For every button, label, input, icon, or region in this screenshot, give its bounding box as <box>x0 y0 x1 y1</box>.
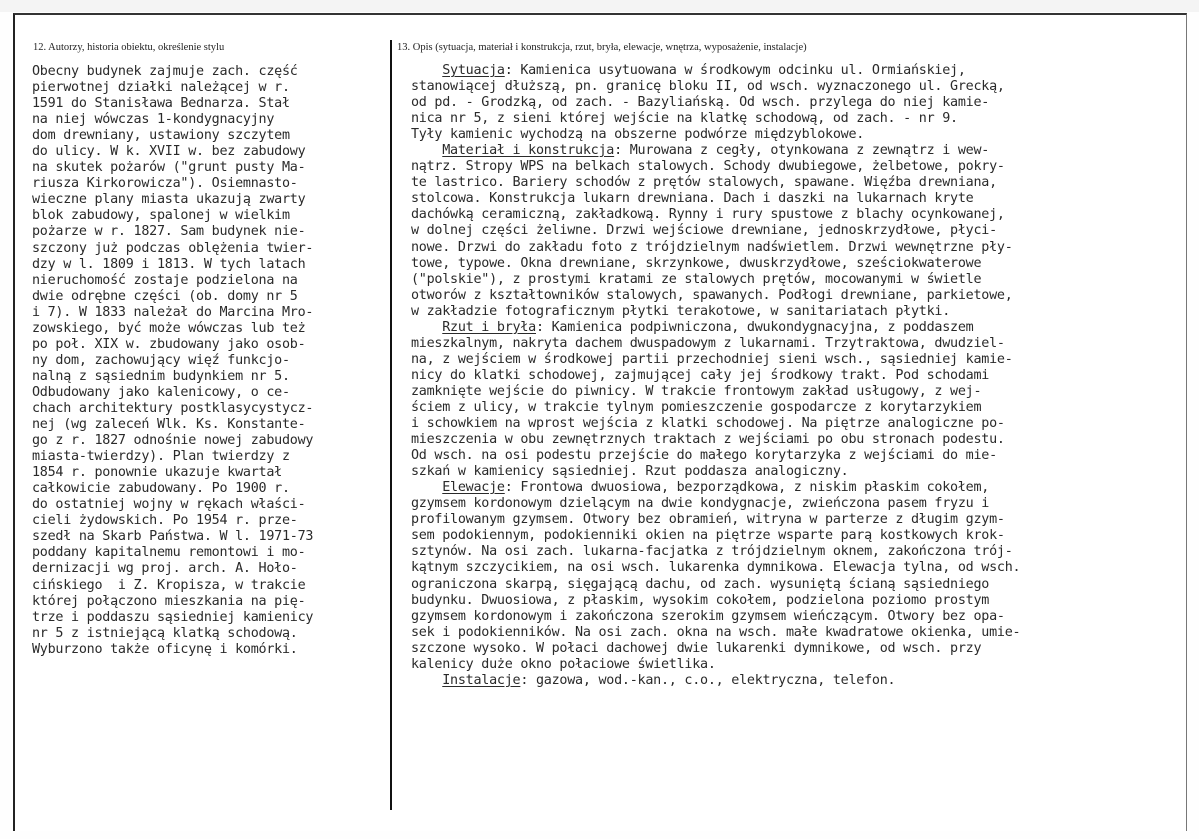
description-line <box>411 432 1020 448</box>
section-heading-line <box>411 320 1020 336</box>
line-text: : Frontowa dwuosiowa, bezporządkowa, z niskim płaskim cokołem, <box>504 480 990 496</box>
description-line <box>411 657 1020 673</box>
description-line <box>411 304 1020 320</box>
line-text: od pd. - Grodzką, od zach. - Bazyliańską. Od wsch. przylega do niej kamie- <box>411 95 990 111</box>
description-line <box>411 95 1020 111</box>
description-line <box>411 528 1020 544</box>
history-line: pierwotnej działki należącej w r. <box>32 80 290 96</box>
description-line <box>411 641 1020 657</box>
history-line: dom drewniany, ustawiony szczytem <box>32 128 290 144</box>
section-heading: Elewacje <box>442 480 505 496</box>
history-line: nieruchomość zostaje podzielona na <box>32 272 298 288</box>
description-line <box>411 175 1020 191</box>
line-text: mieszkalnym, nakryta dachem dwuspadowym z lukarnami. Trzytraktowa, dwudziel- <box>411 335 1005 351</box>
description-line <box>411 496 1020 512</box>
description-line <box>411 512 1020 528</box>
line-text: nicy do klatki schodowej, zajmującej cały jej środkowy trakt. Pod schodami <box>411 367 990 383</box>
section-heading-line <box>411 480 1020 496</box>
history-line: szedł na Skarb Państwa. W l. 1971-73 <box>32 529 314 545</box>
line-text: kątnym szczycikiem, na osi wsch. lukarenka dymnikowa. Elewacja tylna, od wsch. <box>411 560 1021 576</box>
description-line <box>411 560 1020 576</box>
description-line <box>411 352 1020 368</box>
history-line: ny dom, zachowujący więź funkcjo- <box>32 352 290 368</box>
history-line: go z r. 1827 odnośnie nowej zabudowy <box>32 433 314 449</box>
section-heading-line <box>411 143 1020 159</box>
description-line <box>411 256 1020 272</box>
line-text: nica nr 5, z sieni której wejście na klatkę schodową, od zach. - nr 9. <box>411 111 958 127</box>
description-line <box>411 625 1020 641</box>
history-line: nej (wg zaleceń Wlk. Ks. Konstante- <box>32 417 306 433</box>
description-text-column <box>411 63 1020 689</box>
history-line: 1854 r. ponownie ukazuje kwartał <box>32 465 282 481</box>
section-heading: Materiał i konstrukcja <box>442 143 615 159</box>
description-line <box>411 127 1020 143</box>
line-text: otworów z kształtowników stalowych, spawanych. Podłogi drewniane, parkietowe, <box>411 287 1013 303</box>
line-text: w zakładzie fotograficznym płytki terakotowe, w sanitariatach płytki. <box>411 303 951 319</box>
description-line <box>411 191 1020 207</box>
line-text: zamknięte wejście do piwnicy. W trakcie frontowym zakład usługowy, z wej- <box>411 383 982 399</box>
line-text: ściem z ulicy, w trakcie tylnym pomieszczenie gospodarcze z korytarzykiem <box>411 399 982 415</box>
history-line: całkowicie zabudowany. Po 1900 r. <box>32 481 290 497</box>
history-line: do ulicy. W k. XVII w. bez zabudowy <box>32 144 306 160</box>
description-line <box>411 400 1020 416</box>
description-line <box>411 448 1020 464</box>
description-line <box>411 593 1020 609</box>
history-line: miasta-twierdzy). Plan twierdzy z <box>32 449 290 465</box>
line-text: gzymsem kordonowym i zakończona szerokim gzymsem wieńczącym. Otwory bez opa- <box>411 608 1005 624</box>
line-text: szkań w kamienicy sąsiedniej. Rzut poddasza analogiczny. <box>411 464 849 480</box>
description-line <box>411 384 1020 400</box>
section-12-header: 12. Autorzy, historia obiektu, określenie stylu <box>33 42 225 53</box>
history-line: dernizacji wg proj. arch. A. Hoło- <box>32 561 298 577</box>
line-text: : Kamienica usytuowana w środkowym odcinku ul. Ormiańskiej, <box>504 63 966 78</box>
description-line <box>411 609 1020 625</box>
history-line: poddany kapitalnemu remontowi i mo- <box>32 545 306 561</box>
line-text: dachówką ceramiczną, zakładkową. Rynny i rury spustowe z blachy ocynkowanej, <box>411 207 1005 223</box>
history-line: zowskiego, być może wówczas lub też <box>32 320 306 336</box>
description-line <box>411 223 1020 239</box>
history-text-column <box>32 64 313 658</box>
history-line: po poł. XIX w. zbudowany jako osob- <box>32 336 306 352</box>
line-text: sek i podokienników. Na osi zach. okna na wsch. małe kwadratowe okienka, umie- <box>411 624 1021 640</box>
history-line: trze i poddaszu sąsiedniej kamienicy <box>32 609 314 625</box>
history-line: Wyburzono także oficynę i komórki. <box>32 641 298 657</box>
history-line: dzy w l. 1809 i 1813. W tych latach <box>32 256 306 272</box>
line-text: i schowkiem na wprost wejścia z klatki schodowej. Na piętrze analogiczne po- <box>411 416 1005 432</box>
history-line: na niej wówczas 1-kondygnacyjny <box>32 112 275 128</box>
description-line <box>411 577 1020 593</box>
history-line: cieli żydowskich. Po 1954 r. prze- <box>32 513 298 529</box>
description-line <box>411 207 1020 223</box>
line-text: szczone wysoko. W połaci dachowej dwie lukarenki dymnikowe, od wsch. przy <box>411 640 982 656</box>
section-heading-line <box>411 673 1020 689</box>
section-13-header: 13. Opis (sytuacja, materiał i konstrukcja, rzut, bryła, elewacje, wnętrza, wyposażenie, instalacje) <box>397 42 807 53</box>
line-text: : Murowana z cegły, otynkowana z zewnątrz i wew- <box>614 143 990 159</box>
history-line: riusza Kirkorowicza"). Osiemnasto- <box>32 176 298 192</box>
history-line: której połączono mieszkania na pię- <box>32 593 306 609</box>
line-text: sem podokiennym, podokienniki okien na piętrze wsparte parą kostkowych krok- <box>411 528 1005 544</box>
line-text: gzymsem kordonowym dzielącym na dwie kondygnacje, zwieńczona pasem fryzu i <box>411 496 990 512</box>
description-line <box>411 240 1020 256</box>
line-text: profilowanym gzymsem. Otwory bez obramień, witryna w parterze z długim gzym- <box>411 512 1005 528</box>
description-line <box>411 288 1020 304</box>
history-line: nr 5 z istniejącą klatką schodową. <box>32 625 298 641</box>
history-line: cińskiego i Z. Kropisza, w trakcie <box>32 577 306 593</box>
history-line: i 7). W 1833 należał do Marcina Mro- <box>32 304 314 320</box>
description-line <box>411 159 1020 175</box>
history-line: 1591 do Stanisława Bednarza. Stał <box>32 96 290 112</box>
line-text: nątrz. Stropy WPS na belkach stalowych. Schody dwubiegowe, żelbetowe, pokry- <box>411 159 1005 175</box>
history-line: do ostatniej wojny w rękach właści- <box>32 497 306 513</box>
line-text: ("polskie"), z prostymi kratami ze stalowych prętów, mocowanymi w świetle <box>411 271 982 287</box>
history-line: pożarze w r. 1827. Sam budynek nie- <box>32 224 306 240</box>
line-text: : Kamienica podpiwniczona, dwukondygnacyjna, z poddaszem <box>536 319 974 335</box>
line-text: towe, typowe. Okna drewniane, skrzynkowe, dwuskrzydłowe, sześciokwaterowe <box>411 255 982 271</box>
section-heading: Rzut i bryła <box>442 319 536 335</box>
line-text: kalenicy duże okno połaciowe świetlika. <box>411 656 716 672</box>
line-text: w dolnej części żeliwne. Drzwi wejściowe drewniane, jednoskrzydłowe, płyci- <box>411 223 997 239</box>
history-line: wieczne plany miasta ukazują zwarty <box>32 192 306 208</box>
line-text: te lastrico. Bariery schodów z prętów stalowych, spawane. Więźba drewniana, <box>411 175 997 191</box>
line-text: ograniczona skarpą, sięgającą dachu, od zach. wysuniętą ścianą sąsiedniego <box>411 576 990 592</box>
history-line: Odbudowany jako kalenicowy, o ce- <box>32 384 290 400</box>
history-line: nalną z sąsiednim budynkiem nr 5. <box>32 368 290 384</box>
line-text: stanowiącej dłuższą, pn. granicę bloku II, od wsch. wyznaczonego ul. Grecką, <box>411 79 1005 95</box>
line-text: sztynów. Na osi zach. lukarna-facjatka z trójdzielnym oknem, zakończona trój- <box>411 544 1013 560</box>
history-line: blok zabudowy, spalonej w wielkim <box>32 208 290 224</box>
section-heading: Sytuacja <box>442 63 505 78</box>
line-text: : gazowa, wod.-kan., c.o., elektryczna, telefon. <box>520 672 896 688</box>
line-text: stolcowa. Konstrukcja lukarn drewniana. Dach i daszki na lukarnach kryte <box>411 191 974 207</box>
column-divider <box>390 40 392 810</box>
description-line <box>411 272 1020 288</box>
description-line <box>411 544 1020 560</box>
line-text: budynku. Dwuosiowa, z płaskim, wysokim cokołem, podzielona poziomo prostym <box>411 592 990 608</box>
description-line <box>411 464 1020 480</box>
description-line <box>411 336 1020 352</box>
description-line <box>411 111 1020 127</box>
line-text: na, z wejściem w środkowej partii przechodniej sieni wsch., sąsiedniej kamie- <box>411 351 1013 367</box>
description-line <box>411 416 1020 432</box>
line-text: Od wsch. na osi podestu przejście do małego korytarzyka z wejściami do mie- <box>411 448 997 464</box>
history-line: Obecny budynek zajmuje zach. część <box>32 64 298 79</box>
section-heading-line <box>411 63 1020 79</box>
description-line <box>411 368 1020 384</box>
history-line: szczony już podczas oblężenia twier- <box>32 240 314 256</box>
line-text: mieszczenia w obu zewnętrznych traktach z wejściami po obu stronach podestu. <box>411 432 1005 448</box>
history-line: chach architektury postklasycystycz- <box>32 400 314 416</box>
description-line <box>411 79 1020 95</box>
line-text: nowe. Drzwi do zakładu foto z trójdzielnym nadświetlem. Drzwi wewnętrzne pły- <box>411 239 1013 255</box>
line-text: Tyły kamienic wychodzą na obszerne podwórze międzyblokowe. <box>411 127 865 143</box>
scan-edge <box>0 0 1199 12</box>
history-line: na skutek pożarów ("grunt pusty Ma- <box>32 160 306 176</box>
history-line: dwie odrębne części (ob. domy nr 5 <box>32 288 298 304</box>
section-heading: Instalacje <box>442 672 521 688</box>
